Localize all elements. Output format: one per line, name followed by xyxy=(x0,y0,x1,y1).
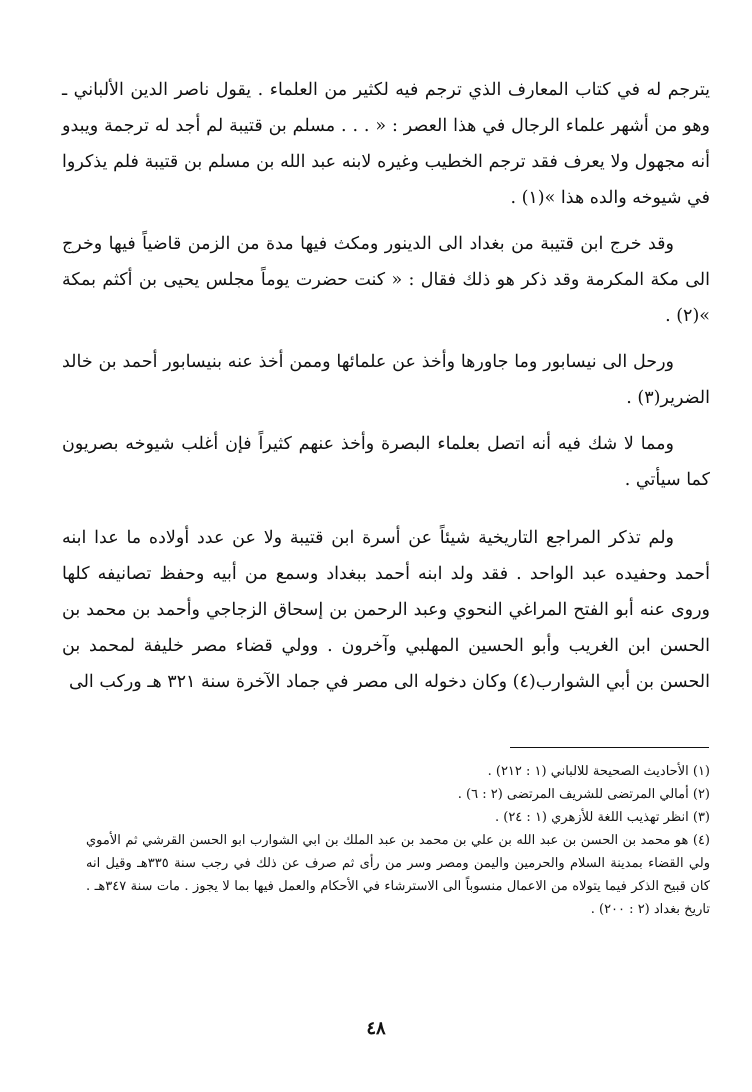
page-number: ٤٨ xyxy=(366,1018,386,1039)
footnote-3: (٣) انظر تهذيب اللغة للأزهري (١ : ٢٤) . xyxy=(494,810,710,825)
footnote-divider xyxy=(510,747,709,748)
paragraph-3: ورحل الى نيسابور وما جاورها وأخذ عن علمائها وممن أخذ عنه بنيسابور أحمد بن خالد الضرير(٣) . xyxy=(62,352,710,408)
footnote-4: (٤) هو محمد بن الحسن بن عبد الله بن علي بن محمد بن عبد الملك بن ابي الشوارب ابو الحسن القرشي ثم الأموي ولي القضاء بمدينة السلام والحرمين واليمن ومصر وسر من رأى ثم صرف عن ذلك في رجب سنة ٣٣٥هـ وقيل انه كان قبيح الذكر فيما يتولاه من الاعمال منسوباً الى الاسترشاء في الأحكام والعمل فيها بما لا يجوز . مات سنة ٣٤٧هـ . تاريخ بغداد (٢ : ٢٠٠) . xyxy=(86,833,710,917)
footnote-1: (١) الأحاديث الصحيحة للالباني (١ : ٢١٢) . xyxy=(487,764,710,779)
main-text xyxy=(62,72,710,700)
paragraph-2: وقد خرج ابن قتيبة من بغداد الى الدينور ومكث فيها مدة من الزمن قاضياً فيها وخرج الى مكة المكرمة وقد ذكر هو ذلك فقال : « كنت حضرت يوماً مجلس يحيى بن أكثم بمكة »(٢) . xyxy=(62,234,710,326)
paragraph-5: ولم تذكر المراجع التاريخية شيئاً عن أسرة ابن قتيبة ولا عن عدد أولاده ما عدا ابنه أحمد وحفيده عبد الواحد . فقد ولد ابنه أحمد ببغداد وسمع من أبيه وحفظ تصانيفه كلها وروى عنه أبو الفتح المراغي النحوي وعبد الرحمن بن إسحاق الزجاجي وأحمد بن محمد بن الحسن ابن الغريب وأبو الحسين المهلبي وآخرون . وولي قضاء مصر خليفة لمحمد بن الحسن بن أبي الشوارب(٤) وكان دخوله الى مصر في جماد الآخرة سنة ٣٢١ هـ وركب الى xyxy=(62,528,710,692)
paragraph-4: ومما لا شك فيه أنه اتصل بعلماء البصرة وأخذ عنهم كثيراً فإن أغلب شيوخه بصريون كما سيأتي . xyxy=(62,434,710,490)
paragraph-1: يترجم له في كتاب المعارف الذي ترجم فيه لكثير من العلماء . يقول ناصر الدين الألباني ـ وهو من أشهر علماء الرجال في هذا العصر : « . . . مسلم بن قتيبة لم أجد له ترجمة ويبدو أنه مجهول ولا يعرف فقد ترجم الخطيب وغيره لابنه عبد الله بن مسلم بن قتيبة فلم يذكروا في شيوخه والده هذا »(١) . xyxy=(62,80,710,208)
footnotes xyxy=(86,760,710,921)
footnote-2: (٢) أمالي المرتضى للشريف المرتضى (٢ : ٦) . xyxy=(457,787,710,802)
